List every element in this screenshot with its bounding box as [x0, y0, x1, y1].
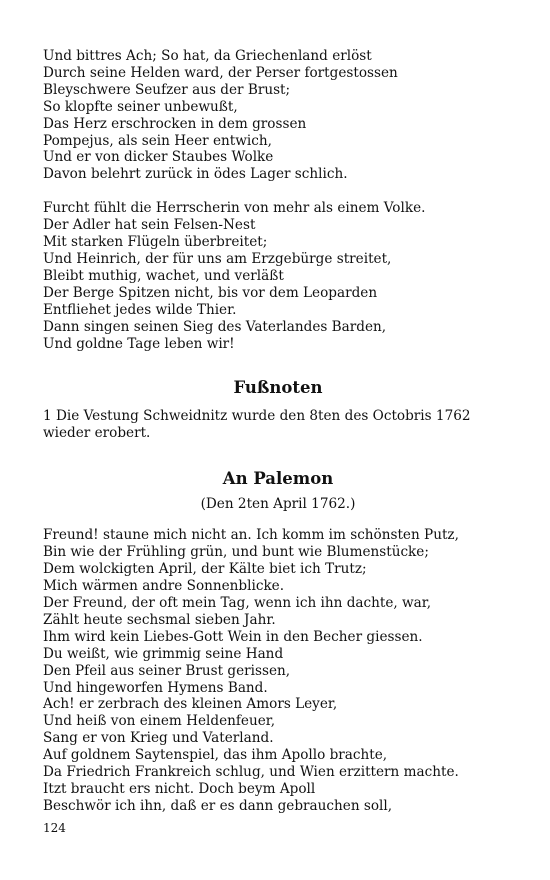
verse-line: Ihm wird kein Liebes-Gott Wein in den Becher giessen.	[43, 628, 423, 645]
verse-line: Und hingeworfen Hymens Band.	[43, 679, 268, 696]
verse-line: Der Adler hat sein Felsen-Nest	[43, 217, 256, 234]
verse-line: Und bittres Ach; So hat, da Griechenland erlöst	[43, 48, 372, 64]
verse-line: Auf goldnem Saytenspiel, das ihm Apollo brachte,	[43, 747, 388, 764]
verse-line: Den Pfeil aus seiner Brust gerissen,	[43, 662, 291, 679]
verse-line: Bleibt muthig, wachet, und verläßt	[43, 267, 284, 284]
page-body	[43, 48, 513, 815]
verse-line: Ach! er zerbrach des kleinen Amors Leyer,	[43, 696, 338, 713]
verse-line: Und goldne Tage leben wir!	[43, 335, 235, 352]
verse-line: Und Heinrich, der für uns am Erzgebürge streitet,	[43, 250, 392, 267]
verse-line: Sang er von Krieg und Vaterland.	[43, 730, 274, 747]
verse-line: Dann singen seinen Sieg des Vaterlandes Barden,	[43, 318, 387, 335]
verse-line: Freund! staune mich nicht an. Ich komm im schönsten Putz,	[43, 527, 459, 544]
footnote-text: 1 Die Vestung Schweidnitz wurde den 8ten des Octobris 1762 wieder erobert.	[43, 408, 471, 442]
verse-line: Zählt heute sechsmal sieben Jahr.	[43, 611, 276, 628]
verse-line: Beschwör ich ihn, daß er es dann gebrauchen soll,	[43, 797, 393, 814]
verse-line: Furcht fühlt die Herrscherin von mehr als einem Volke.	[43, 200, 426, 217]
stanza-2	[43, 200, 513, 352]
verse-line: Bin wie der Frühling grün, und bunt wie Blumenstücke;	[43, 544, 429, 561]
verse-line: Entfliehet jedes wilde Thier.	[43, 301, 237, 318]
stanza-1	[43, 48, 513, 183]
verse-line: Mit starken Flügeln überbreitet;	[43, 234, 268, 251]
verse-line: Itzt braucht ers nicht. Doch beym Apoll	[43, 781, 316, 797]
verse-line: So klopfte seiner unbewußt,	[43, 98, 238, 115]
verse-line: Pompejus, als sein Heer entwich,	[43, 132, 272, 149]
verse-line: Da Friedrich Frankreich schlug, und Wien erzittern machte.	[43, 764, 459, 781]
verse-line: Das Herz erschrocken in dem grossen	[43, 115, 307, 132]
verse-line: Der Berge Spitzen nicht, bis vor dem Leoparden	[43, 284, 378, 301]
stanza-gap	[43, 183, 513, 200]
verse-line: Der Freund, der oft mein Tag, wenn ich ihn dachte, war,	[43, 595, 432, 612]
verse-line: Du weißt, wie grimmig seine Hand	[43, 645, 284, 662]
page-number: 124	[43, 821, 66, 835]
verse-line: Davon belehrt zurück in ödes Lager schlich.	[43, 166, 348, 183]
poem-subtitle: (Den 2ten April 1762.)	[200, 496, 356, 513]
verse-line: Und heiß von einem Heldenfeuer,	[43, 713, 276, 730]
verse-line: Und er von dicker Staubes Wolke	[43, 149, 274, 166]
footnotes-heading: Fußnoten	[233, 378, 323, 398]
verse-line: Bleyschwere Seufzer aus der Brust;	[43, 81, 291, 98]
verse-line: Dem wolckigten April, der Kälte biet ich Trutz;	[43, 561, 367, 578]
verse-line: Durch seine Helden ward, der Perser fortgestossen	[43, 64, 398, 81]
poem-stanza	[43, 527, 513, 814]
verse-line: Mich wärmen andre Sonnenblicke.	[43, 578, 285, 595]
poem-title: An Palemon	[222, 469, 334, 489]
